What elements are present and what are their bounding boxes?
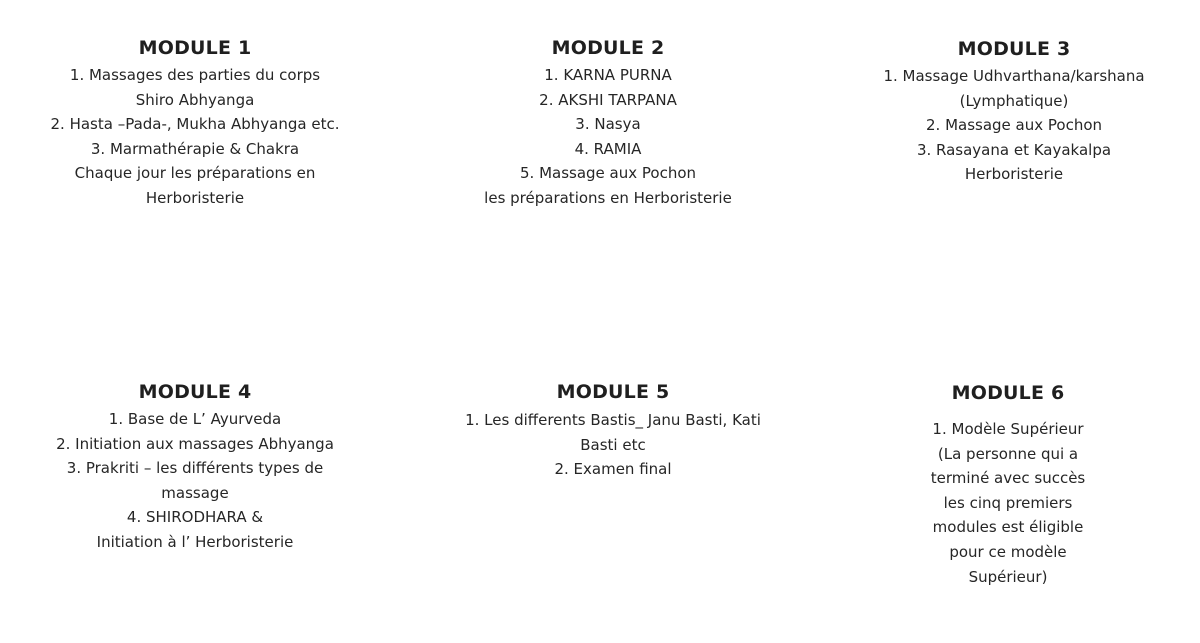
module-line: 4. SHIRODHARA & xyxy=(126,508,264,527)
module-1 xyxy=(30,36,360,211)
module-line: (Lymphatique) xyxy=(959,91,1069,110)
module-line: 2. Massage aux Pochon xyxy=(925,116,1103,135)
module-line: 2. AKSHI TARPANA xyxy=(539,90,677,109)
module-line: massage xyxy=(161,483,229,502)
module-line: Shiro Abhyanga xyxy=(135,90,255,109)
module-line: 1. Massage Udhvarthana/karshana xyxy=(883,67,1145,85)
module-title: MODULE 2 xyxy=(551,37,665,59)
module-content xyxy=(864,64,1164,187)
module-line: Basti etc xyxy=(580,435,646,454)
module-line: (La personne qui a xyxy=(937,444,1079,463)
module-title: MODULE 5 xyxy=(556,381,670,403)
module-content xyxy=(30,63,360,211)
module-content xyxy=(903,417,1113,589)
module-line: Herboristerie xyxy=(964,165,1064,184)
module-title: MODULE 6 xyxy=(951,382,1065,404)
module-content xyxy=(453,63,763,211)
module-line: Chaque jour les préparations en xyxy=(74,164,316,183)
module-line: 1. Massages des parties du corps xyxy=(69,66,321,84)
module-content xyxy=(448,408,778,482)
module-line: 1. Modèle Supérieur xyxy=(932,420,1084,438)
module-2 xyxy=(453,36,763,211)
module-line: 1. Les differents Bastis_ Janu Basti, Kati xyxy=(465,411,761,429)
module-content xyxy=(30,407,360,555)
module-line: les cinq premiers xyxy=(943,493,1073,512)
module-line: 1. KARNA PURNA xyxy=(544,66,672,84)
module-line: terminé avec succès xyxy=(930,469,1086,488)
module-line: 3. Nasya xyxy=(575,115,641,134)
module-line: 3. Rasayana et Kayakalpa xyxy=(916,140,1112,159)
module-3 xyxy=(864,37,1164,187)
module-line: pour ce modèle xyxy=(949,542,1067,561)
module-line: 2. Hasta –Pada-, Mukha Abhyanga etc. xyxy=(50,115,340,134)
module-line: les préparations en Herboristerie xyxy=(484,188,732,207)
module-line: Supérieur) xyxy=(968,567,1048,586)
module-4 xyxy=(30,380,360,555)
module-line: 3. Marmathérapie & Chakra xyxy=(90,139,300,158)
module-6 xyxy=(903,381,1113,589)
module-line: Herboristerie xyxy=(145,188,245,207)
module-line: 4. RAMIA xyxy=(574,139,642,158)
module-title: MODULE 4 xyxy=(138,381,252,403)
module-line: 1. Base de L’ Ayurveda xyxy=(108,410,282,428)
module-line: 5. Massage aux Pochon xyxy=(519,164,697,183)
module-line: modules est éligible xyxy=(932,518,1084,537)
module-5 xyxy=(448,380,778,482)
module-line: 3. Prakriti – les différents types de xyxy=(66,459,324,478)
module-line: 2. Initiation aux massages Abhyanga xyxy=(56,434,334,453)
module-title: MODULE 3 xyxy=(957,38,1071,60)
module-line: Initiation à l’ Herboristerie xyxy=(96,532,294,551)
module-title: MODULE 1 xyxy=(138,37,252,59)
module-line: 2. Examen final xyxy=(554,460,672,479)
